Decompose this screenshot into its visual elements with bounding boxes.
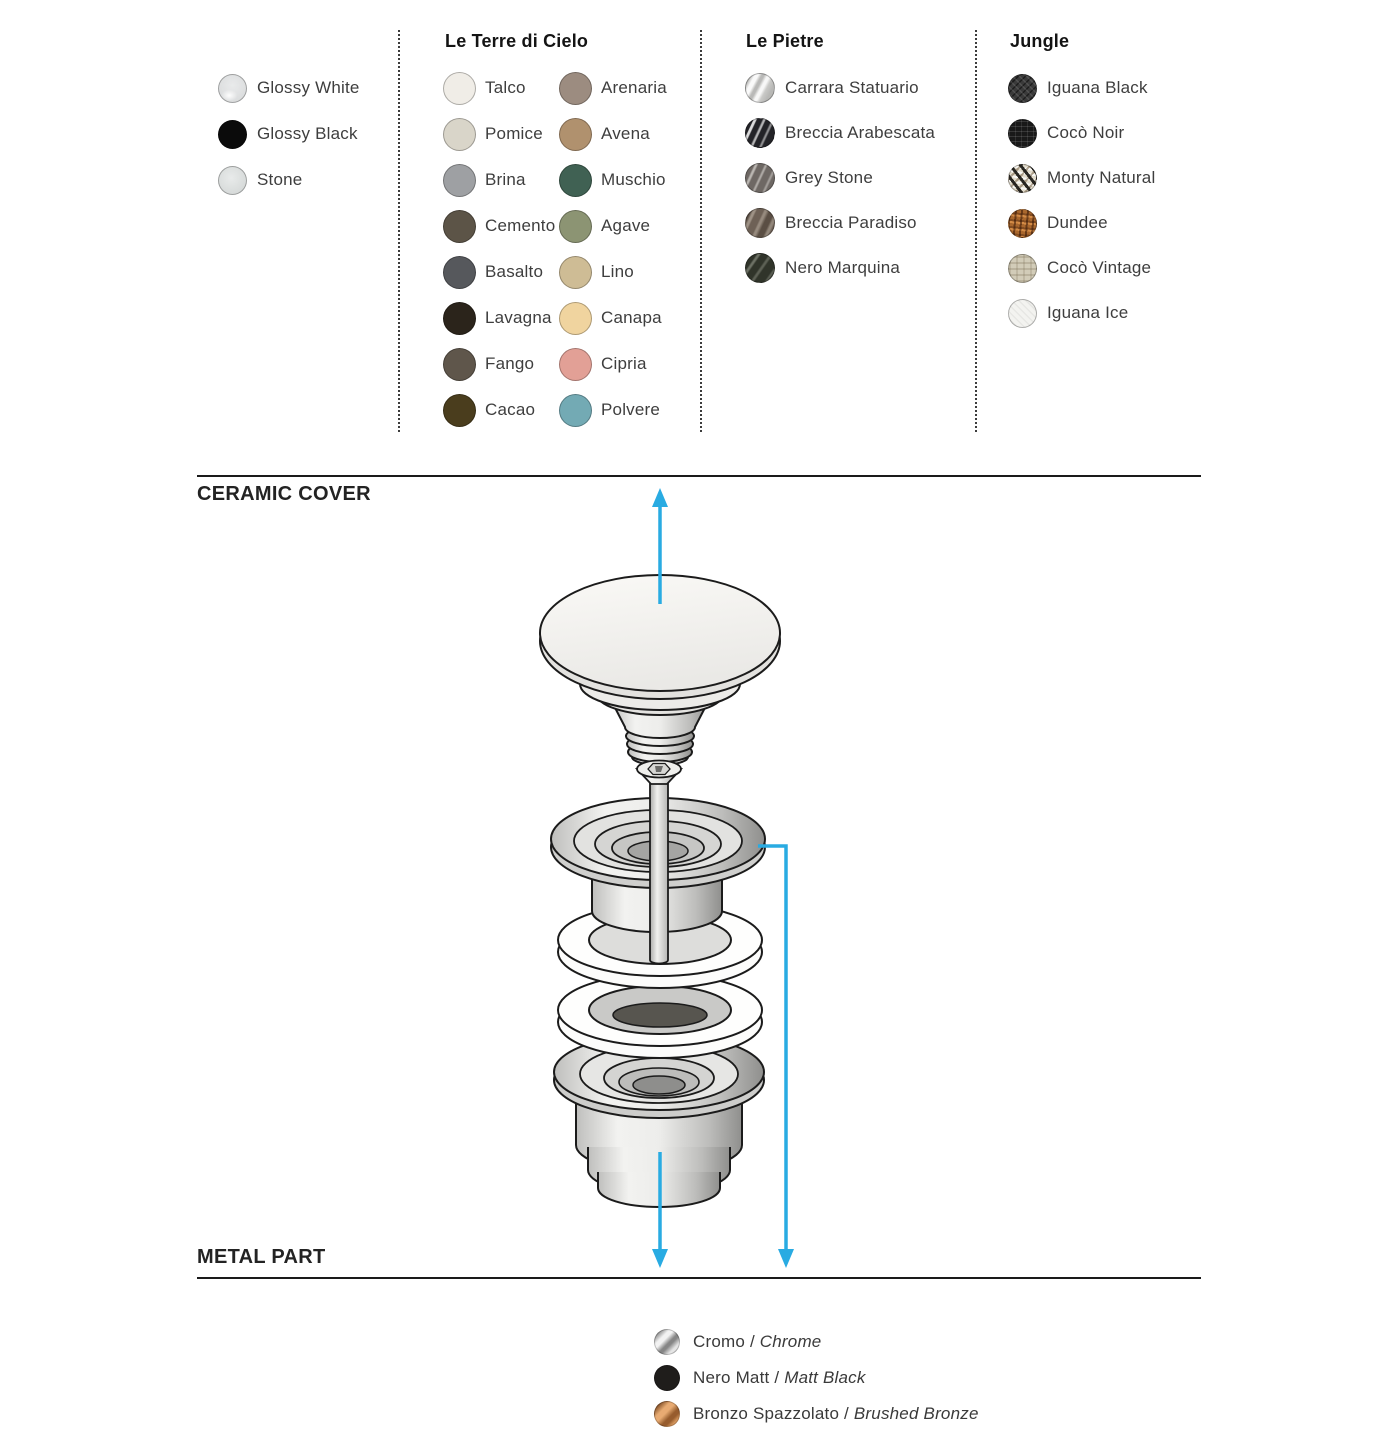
finish-option <box>654 1401 979 1427</box>
swatch-dundee <box>1008 209 1037 238</box>
metal-finish-label: Bronzo Spazzolato / Brushed Bronze <box>693 1404 979 1423</box>
finish-option <box>1008 297 1155 329</box>
finish-option <box>1008 162 1155 194</box>
rule-ceramic-cover <box>197 475 1201 477</box>
swatch-brina <box>443 164 476 197</box>
swatch-cacao <box>443 394 476 427</box>
swatch-fango <box>443 348 476 381</box>
finish-option <box>559 118 667 150</box>
swatch-cipria <box>559 348 592 381</box>
swatch-label: Nero Marquina <box>785 258 901 277</box>
swatch-label: Arenaria <box>601 78 667 97</box>
swatch-label: Muschio <box>601 170 666 189</box>
swatch-agave <box>559 210 592 243</box>
swatch-label: Monty Natural <box>1047 168 1156 187</box>
swatch-label: Cocò Vintage <box>1047 258 1152 277</box>
group-title-le-terre-di-cielo: Le Terre di Cielo <box>445 31 589 51</box>
finish-group-jungle <box>1008 72 1155 329</box>
finish-option <box>654 1365 979 1391</box>
divider-dotted-2 <box>700 30 702 432</box>
finish-option <box>745 207 935 239</box>
divider-dotted-1 <box>398 30 400 432</box>
swatch-basalto <box>443 256 476 289</box>
metal-finish-label: Nero Matt / Matt Black <box>693 1368 866 1387</box>
swatch-label: Grey Stone <box>785 168 873 187</box>
swatch-label: Glossy White <box>257 78 360 97</box>
swatch-cemento <box>443 210 476 243</box>
swatch-label: Lavagna <box>485 308 552 327</box>
finish-option <box>443 72 555 104</box>
swatch-nero-marquina <box>745 253 775 283</box>
swatch-glossy-white <box>218 74 247 103</box>
divider-dotted-3 <box>975 30 977 432</box>
swatch-avena <box>559 118 592 151</box>
finish-option <box>745 117 935 149</box>
swatch-grey-stone <box>745 163 775 193</box>
finish-option <box>218 118 360 150</box>
group-title-le-pietre: Le Pietre <box>746 31 824 51</box>
swatch-label: Iguana Ice <box>1047 303 1129 322</box>
finish-option <box>443 210 555 242</box>
ceramic-cover-label: CERAMIC COVER <box>197 483 371 505</box>
swatch-coco-noir <box>1008 119 1037 148</box>
finish-option <box>1008 252 1155 284</box>
arrow-down-head <box>652 1249 668 1268</box>
swatch-monty-natural <box>1008 164 1037 193</box>
swatch-label: Dundee <box>1047 213 1108 232</box>
finish-option <box>559 256 667 288</box>
drain-rod <box>650 783 668 964</box>
finish-option <box>745 162 935 194</box>
swatch-stone <box>218 166 247 195</box>
swatch-label: Cemento <box>485 216 556 235</box>
group-title-jungle: Jungle <box>1010 31 1070 51</box>
swatch-lino <box>559 256 592 289</box>
swatch-label: Cipria <box>601 354 647 373</box>
swatch-matt-black <box>654 1365 680 1391</box>
finish-group-pietre <box>745 72 935 284</box>
finish-option <box>443 302 555 334</box>
finish-option <box>443 348 555 380</box>
swatch-label: Brina <box>485 170 526 189</box>
swatch-pomice <box>443 118 476 151</box>
swatch-label: Lino <box>601 262 634 281</box>
swatch-label: Carrara Statuario <box>785 78 919 97</box>
finish-option <box>745 72 935 104</box>
swatch-carrara-statuario <box>745 73 775 103</box>
metal-part-label: METAL PART <box>197 1246 326 1268</box>
finish-group-basic <box>218 72 360 196</box>
finish-option <box>559 348 667 380</box>
swatch-muschio <box>559 164 592 197</box>
finish-option <box>559 164 667 196</box>
finish-option <box>443 118 555 150</box>
finish-option <box>745 252 935 284</box>
metal-finishes-list <box>654 1329 979 1427</box>
swatch-label: Pomice <box>485 124 543 143</box>
swatch-arenaria <box>559 72 592 105</box>
swatch-polvere <box>559 394 592 427</box>
finish-option <box>443 394 555 426</box>
swatch-label: Breccia Paradiso <box>785 213 917 232</box>
swatch-brushed-bronze <box>654 1401 680 1427</box>
swatch-label: Talco <box>485 78 526 97</box>
swatch-label: Basalto <box>485 262 544 281</box>
swatch-iguana-black <box>1008 74 1037 103</box>
arrow-connector-line <box>758 846 786 1251</box>
swatch-lavagna <box>443 302 476 335</box>
swatch-chrome <box>654 1329 680 1355</box>
finish-option <box>559 72 667 104</box>
metal-finish-label: Cromo / Chrome <box>693 1332 822 1351</box>
arrow-connector-head <box>778 1249 794 1268</box>
swatch-label: Canapa <box>601 308 662 327</box>
swatch-label: Avena <box>601 124 650 143</box>
finish-option <box>559 210 667 242</box>
arrow-up-head <box>652 488 668 507</box>
swatch-breccia-paradiso <box>745 208 775 238</box>
finish-option <box>443 256 555 288</box>
finish-option <box>1008 117 1155 149</box>
finish-group-terre-col-b <box>559 72 667 426</box>
swatch-talco <box>443 72 476 105</box>
finish-option <box>559 302 667 334</box>
swatch-label: Glossy Black <box>257 124 358 143</box>
swatch-label: Polvere <box>601 400 661 419</box>
swatch-coco-vintage <box>1008 254 1037 283</box>
swatch-iguana-ice <box>1008 299 1037 328</box>
finish-option <box>1008 72 1155 104</box>
swatch-label: Fango <box>485 354 535 373</box>
swatch-label: Cacao <box>485 400 536 419</box>
swatch-label: Agave <box>601 216 651 235</box>
exploded-drain-diagram <box>470 478 850 1278</box>
finish-option <box>1008 207 1155 239</box>
finish-option <box>218 164 360 196</box>
finish-group-terre-col-a <box>443 72 555 426</box>
finish-option <box>218 72 360 104</box>
finish-option <box>443 164 555 196</box>
fixing-screw <box>637 761 681 785</box>
swatch-breccia-arabescata <box>745 118 775 148</box>
finish-option <box>559 394 667 426</box>
finish-option <box>654 1329 979 1355</box>
swatch-label: Breccia Arabescata <box>785 123 936 142</box>
swatch-label: Cocò Noir <box>1047 123 1125 142</box>
swatch-label: Stone <box>257 170 303 189</box>
swatch-canapa <box>559 302 592 335</box>
swatch-label: Iguana Black <box>1047 78 1148 97</box>
swatch-glossy-black <box>218 120 247 149</box>
